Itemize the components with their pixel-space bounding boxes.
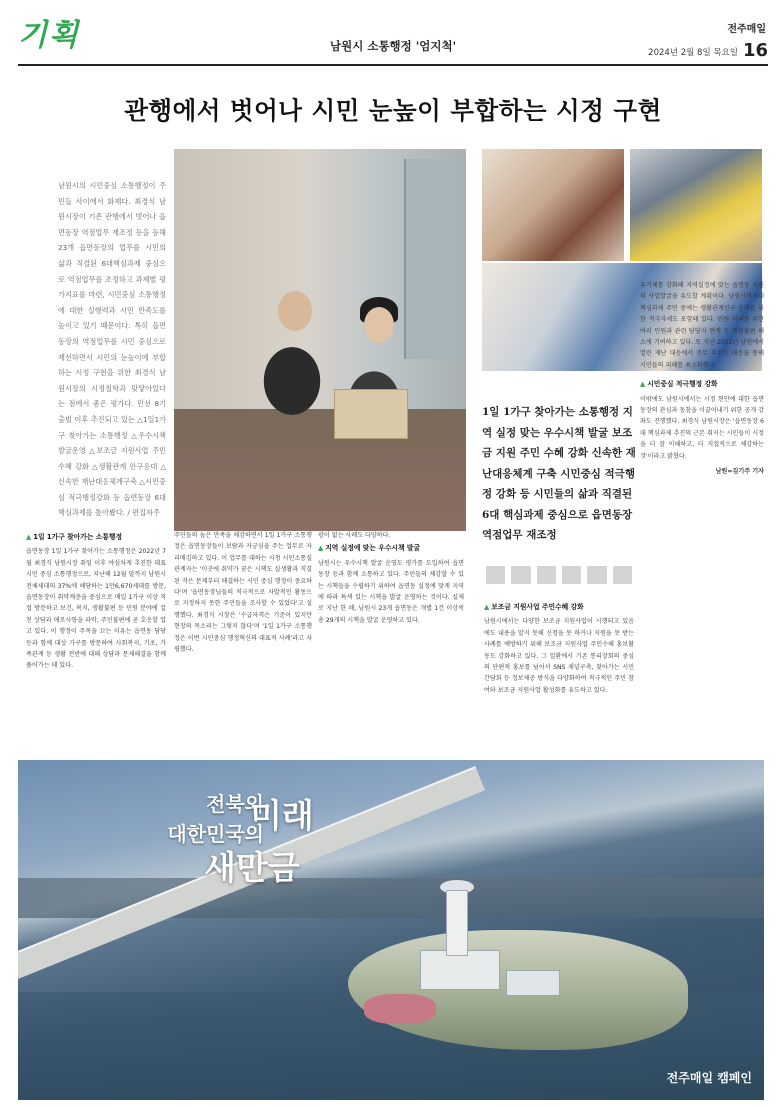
body-column-3 [318, 530, 464, 726]
body-text: 남원시는 우수시책 발굴 운영도 평가를 도입하여 읍면동장 등과 함께 소통하고 있다. 주민들의 체감할 수 있는 시책들을 수립하기 위하여 읍면동 실정에 맞게 지역에 따라 특색 있는 시책을 발굴 운영하는 것이다. 실제로 지난 한 해, 남원시 23개 읍면동은 개별 1건 이상씩 총 29개의 시책을 발굴 운영하고 있다. [318, 559, 464, 624]
byline: 남원=김기주 기자 [715, 468, 764, 476]
pull-quote: 1일 1가구 찾아가는 소통행정 지역 실정 맞는 우수시책 발굴 보조금 지원 주민 수혜 강화 신속한 재난대응체계 구축 시민중심 적극행정 강화 등 시민들의 삶과 직결된 6대 핵심과제 중심으로 읍면동장 역점업무 재조정 [482, 406, 636, 541]
body-column-2 [174, 530, 312, 726]
decorative-squares [486, 566, 632, 584]
newspaper-name: 전주매일 [727, 24, 766, 35]
ad-building [506, 970, 560, 996]
square [562, 566, 581, 584]
photo-visit-1 [482, 149, 624, 261]
subheading: ▲ 보조금 지원사업 주민수혜 강화 [484, 602, 634, 613]
square [587, 566, 606, 584]
ad-garden [364, 994, 436, 1024]
photo-door [404, 159, 460, 359]
campaign-ad [18, 760, 764, 1100]
ad-line-1: 전북의 [206, 792, 264, 816]
photo-visit-2 [630, 149, 762, 261]
section-title: 남원시 소통행정 '엄지척' [330, 39, 457, 53]
article-headline: 관행에서 벗어나 시민 눈높이 부합하는 시정 구현 [124, 96, 662, 125]
photo-person-elder [278, 291, 312, 331]
square [486, 566, 505, 584]
intro-text: 남원시의 시민중심 소통행정이 주민들 사이에서 화제다. 최경식 남원시장이 기존 관행에서 벗어나 읍면동장 역점업무 재조정 등을 등해 23개 읍면동장의 업무를 시민의 삶과 직결된 6대핵심과제 중심으로 역점업무를 조정하고 과제별 평가지표를 마련, 시민중심 소통행정에 대한 실행력과 시민 만족도를 높이고 있기 때문이다. 특히 읍면동장의 역점업무를 시민 중심으로 재선하면서 시민의 눈높이에 부합하는 시정 구현을 위한 최경식 남원시장의 시정철학과 맞닿아있다는 점에서 좋은 평가다. 민선 8기 출범 이후 추진되고 있는 △1일1가구 찾아가는 소통행정 △우수시책 발굴운영 △보조금 지원사업 주민 수혜 강화 △생활관계 안구응대 △신속한 재난대응체계구축 △시민중심 적극행정강화 등 읍면동장 6대 핵심과제를 톺아봤다. [58, 181, 166, 518]
subheading: ▲ 1일 1가구 찾아가는 소통행정 [26, 532, 166, 543]
body-text: 광이 없는 사례도 다양하다. [318, 532, 391, 539]
square [613, 566, 632, 584]
square [537, 566, 556, 584]
body-text: 주민들의 높은 만족을 체감하면서 1일 1가구 소통행정은 읍면동장들이 보람과 자긍심을 주는 업무로 자리매김하고 있다. 이 업무를 대하는 시청 시민소통실 관계자는 '이곳에 취약가 꿈은 시책도 실생활과 직결된 작은 문제부터 해결하는 시민 중심 행정이 중요하다'며 '읍면동장님들의 적극적으로 자발적인 활동으로 지정하지 못한 주민들을 조사할 수 있었다'고 설명했다. 최경식 시장은 '수급자격은 기준이 있지만 현장의 목소리는 그렇지 않다'며 '1일 1가구 소통행정은 이번 시민중심 행정혁신의 대표적 사례'라고 자평했다. [174, 532, 312, 654]
page-number: 16 [742, 40, 768, 61]
ad-line-2: 대한민국의 [167, 822, 264, 846]
subheading: ▲ 시민중심 적극행정 강화 [640, 379, 764, 390]
photo-person-official [364, 307, 394, 343]
body-column-3b [484, 600, 634, 728]
photo-gift-box [334, 389, 408, 439]
header-rule [18, 64, 768, 66]
body-text: 유기체를 강화해 지역실정에 맞는 읍면동 자원의 사업발굴을 유도할 계획이다. 남원시의 6대 핵심과제 주민 중에는 생활관계민구 응대를 위한 적극자세도 포함돼 있다. 민원 처리를 위한 여러 민원과 관련 담당자 연계 등 생활불편 해소에 기여하고 있다. 또 지난 2022년 남원에서 열린 재난 대응에서 전무 후무한 대응을 통해 시민들의 피해를 최소화했다. [640, 282, 764, 369]
ad-line-4: 새만금 [204, 848, 300, 887]
section-kicker: 기획 [18, 18, 80, 53]
square [511, 566, 530, 584]
body-text: 남원시에서는 다양한 보조금 지원사업이 시행되고 있음에도 내용을 알지 못해 신청을 못 하거나 지원을 못 받는 사례를 예방하기 위해 보조금 지원사업 주민수혜 홍보활동도 강화하고 있다. 그 일환에서 기존 통리장회의 중심의 단편적 홍보를 넘어서 SNS 채널구축, 찾아가는 시민간담회 등 정보제공 방식을 다양화하여 적극적인 주민 참여와 보조금 지원사업 활성화를 유도하고 있다. [484, 618, 634, 694]
ad-credit: 전주매일 캠페인 [666, 1071, 752, 1085]
subheading: ▲ 지역 실정에 맞는 우수시책 발굴 [318, 543, 464, 554]
issue-date: 2024년 2월 8일 목요일 [648, 48, 738, 58]
body-column-4 [640, 280, 764, 730]
ad-line-3: 미래 [250, 796, 314, 835]
body-text: 이밖에도 남원시에서는 시정 현안에 대한 읍면동장의 관심과 동참을 이끌어내기 위한 공개 강좌도 진행했다. 최경식 남원시장은 '읍면동장 6대 핵심과제 추진의 근본 취지는 시민들이 시정을 더 잘 이해하고, 더 직접적으로 체감하는 것'이라고 밝혔다. [640, 395, 764, 460]
body-column-1 [26, 530, 166, 726]
article-intro [58, 178, 166, 521]
main-photo [174, 149, 466, 531]
ad-tower [446, 890, 468, 956]
body-text: 읍면동장 1일 1가구 찾아가는 소통행정은 2022년 7월 최경식 남원시장 취임 이후 야심차게 추진한 대표 시민 중심 소통행정으로, 지난해 12월 말까지 남원시 전체세대의 37%에 해당하는 1만6,670세대를 방문, 읍면동장이 취약계층을 중심으로 매일 1가구 이상 직접 방문하고 보건, 복지, 생활불편 등 민원 분야에 걸친 상담과 애로사항을 파악, 주민불편에 곧 호응할 업고 있다. 이 행정이 주목을 끄는 이유는 읍면동 담당 등과 함께 대상 가구를 방문하여 사회복지, 기초, 가족관계 등 생활 전반에 대해 상담과 문제해결을 함께 풀어가는 데 있다. [26, 548, 166, 670]
ad-building [420, 950, 500, 990]
intro-byline: / 편집자주 [127, 508, 160, 518]
